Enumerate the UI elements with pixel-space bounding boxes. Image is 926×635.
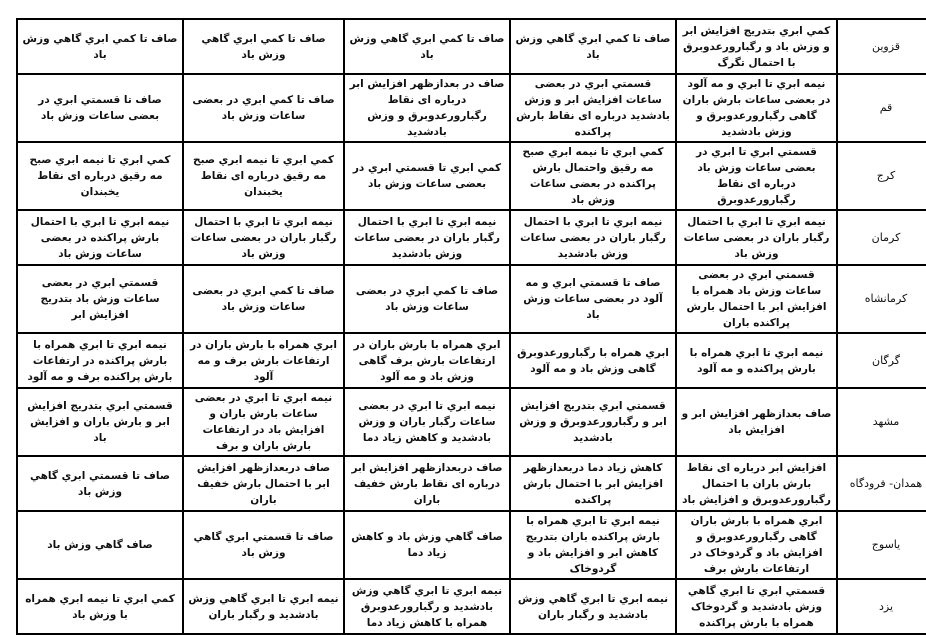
forecast-cell: نيمه ابري تا ابري و مه آلود در بعضی ساعات بارش باران گاهی رگبارورعدوبرق و وزش بادشديد [676,74,837,142]
forecast-cell: صاف تا قسمتي ابري و مه آلود در بعضی ساعات وزش باد [510,265,676,333]
forecast-cell: صاف تا قسمتي ابري گاهي وزش باد [17,456,183,511]
forecast-cell: نيمه ابري تا ابري با احتمال بارش پراكنده در بعضی ساعات وزش باد [17,210,183,265]
forecast-cell: صاف گاهي وزش باد [17,511,183,579]
forecast-cell: نيمه ابري تا ابري همراه با بارش پراكنده و مه آلود [676,333,837,388]
forecast-cell: صاف تا كمي ابري در بعضی ساعات وزش باد [344,265,510,333]
weather-forecast-table [16,18,926,635]
forecast-cell: ابري همراه با بارش باران گاهی رگبارورعدوبرق و افزايش باد و گردوخاک در ارتفاعات بارش برف [676,511,837,579]
forecast-cell: نيمه ابري تا ابري با احتمال رگبار باران در بعضی ساعات وزش بادشديد [344,210,510,265]
city-cell: ياسوج [837,511,926,579]
forecast-cell: كمي ابري تا نيمه ابري صبح مه رقيق درباره ای نقاط يخبندان [183,142,344,210]
table-row [17,333,926,388]
city-cell: كرج [837,142,926,210]
forecast-cell: صاف تا كمي ابري گاهي وزش باد [183,19,344,74]
forecast-cell: قسمتي ابري بتدريج افزايش ابر و رگبارورعدوبرق و وزش بادشديد [510,388,676,456]
forecast-cell: نيمه ابري تا ابري همراه با بارش پراكنده باران بتدريج كاهش ابر و افزايش باد و گردوخاک [510,511,676,579]
forecast-cell: كمي ابري تا نيمه ابري صبح مه رقيق واحتمال بارش پراكنده در بعضی ساعات وزش باد [510,142,676,210]
forecast-cell: قسمتي ابري در بعضی ساعات افزايش ابر و وزش بادشديد درباره ای نقاط بارش پراكنده [510,74,676,142]
city-cell: قزوين [837,19,926,74]
forecast-cell: قسمتي ابري تا ابري در بعضی ساعات وزش باد درباره ای نقاط رگبارورعدوبرق [676,142,837,210]
city-cell: يزد [837,579,926,634]
forecast-cell: افزايش ابر درباره ای نقاط بارش باران با احتمال رگبارورعدوبرق و افزايش باد [676,456,837,511]
forecast-cell: كمي ابري بتدريج افزايش ابر و وزش باد و رگبارورعدوبرق با احتمال تگرگ [676,19,837,74]
forecast-cell: ابري همراه با بارش باران در ارتفاعات بارش برف گاهی وزش باد و مه آلود [344,333,510,388]
forecast-cell: صاف تا كمي ابري گاهي وزش باد [344,19,510,74]
table-row [17,19,926,74]
city-cell: كرمان [837,210,926,265]
forecast-cell: ابري همراه با بارش باران در ارتفاعات بارش برف و مه آلود [183,333,344,388]
table-row [17,456,926,511]
forecast-cell: نيمه ابري تا ابري با احتمال رگبار باران در بعضی ساعات وزش بادشديد [510,210,676,265]
forecast-cell: صاف دربعدازظهر افزايش ابر با احتمال بارش خفيف باران [183,456,344,511]
city-cell: مشهد [837,388,926,456]
forecast-cell: نيمه ابري تا ابري در بعضی ساعات بارش باران و افزايش باد در ارتفاعات بارش باران و برف [183,388,344,456]
forecast-cell: صاف تا قسمتي ابري گاهي وزش باد [183,511,344,579]
table-row [17,511,926,579]
forecast-cell: نيمه ابري تا ابري همراه با بارش پراكنده در ارتفاعات بارش پراكنده برف و مه آلود [17,333,183,388]
forecast-cell: صاف تا كمي ابري در بعضی ساعات وزش باد [183,265,344,333]
forecast-cell: قسمتي ابري بتدريج افزايش ابر و بارش باران و افزايش باد [17,388,183,456]
forecast-cell: نيمه ابري تا ابري با احتمال رگبار باران در بعضی ساعات وزش باد [183,210,344,265]
table-row [17,142,926,210]
forecast-cell: قسمتي ابري تا ابري گاهي وزش بادشديد و گردوخاک همراه با بارش پراكنده [676,579,837,634]
city-cell: گرگان [837,333,926,388]
city-cell: قم [837,74,926,142]
forecast-cell: كمي ابري تا نيمه ابري همراه با وزش باد [17,579,183,634]
table-row [17,74,926,142]
forecast-cell: صاف دربعدازظهر افزايش ابر درباره ای نقاط بارش خفيف باران [344,456,510,511]
forecast-cell: نيمه ابري تا ابري گاهي وزش بادشديد و رگبار باران [183,579,344,634]
forecast-cell: صاف تا قسمتي ابري در بعضی ساعات وزش باد [17,74,183,142]
forecast-cell: صاف تا كمي ابري گاهي وزش باد [17,19,183,74]
forecast-cell: قسمتي ابري در بعضی ساعات وزش باد بتدريج افزايش ابر [17,265,183,333]
forecast-cell: نيمه ابري تا ابري در بعضی ساعات رگبار باران و وزش بادشديد و كاهش زياد دما [344,388,510,456]
forecast-cell: نيمه ابري تا ابري با احتمال رگبار باران در بعضی ساعات وزش باد [676,210,837,265]
table-row [17,210,926,265]
table-row [17,265,926,333]
table-row [17,388,926,456]
forecast-cell: قسمتي ابري در بعضی ساعات وزش باد همراه با افزايش ابر با احتمال بارش پراكنده باران [676,265,837,333]
forecast-cell: كمي ابري تا نيمه ابري صبح مه رقيق درباره ای نقاط يخبندان [17,142,183,210]
forecast-cell: صاف تا كمي ابري در بعضی ساعات وزش باد [183,74,344,142]
forecast-cell: ابري همراه با رگبارورعدوبرق گاهی وزش باد و مه آلود [510,333,676,388]
forecast-cell: صاف تا كمي ابري گاهي وزش باد [510,19,676,74]
forecast-cell: صاف بعدازظهر افزايش ابر و افزايش باد [676,388,837,456]
table-row [17,579,926,634]
forecast-cell: نيمه ابري تا ابري گاهي وزش بادشديد و رگبارورعدوبرق همراه با كاهش زياد دما [344,579,510,634]
forecast-cell: نيمه ابري تا ابري گاهي وزش بادشديد و رگبار باران [510,579,676,634]
forecast-cell: صاف در بعدازظهر افزايش ابر درباره ای نقاط رگبارورعدوبرق و وزش بادشديد [344,74,510,142]
city-cell: همدان- فرودگاه [837,456,926,511]
forecast-cell: كمي ابري تا قسمتي ابري در بعضی ساعات وزش باد [344,142,510,210]
forecast-cell: صاف گاهي وزش باد و كاهش زياد دما [344,511,510,579]
forecast-cell: كاهش زياد دما دربعدازظهر افزايش ابر با احتمال بارش پراكنده [510,456,676,511]
city-cell: كرمانشاه [837,265,926,333]
